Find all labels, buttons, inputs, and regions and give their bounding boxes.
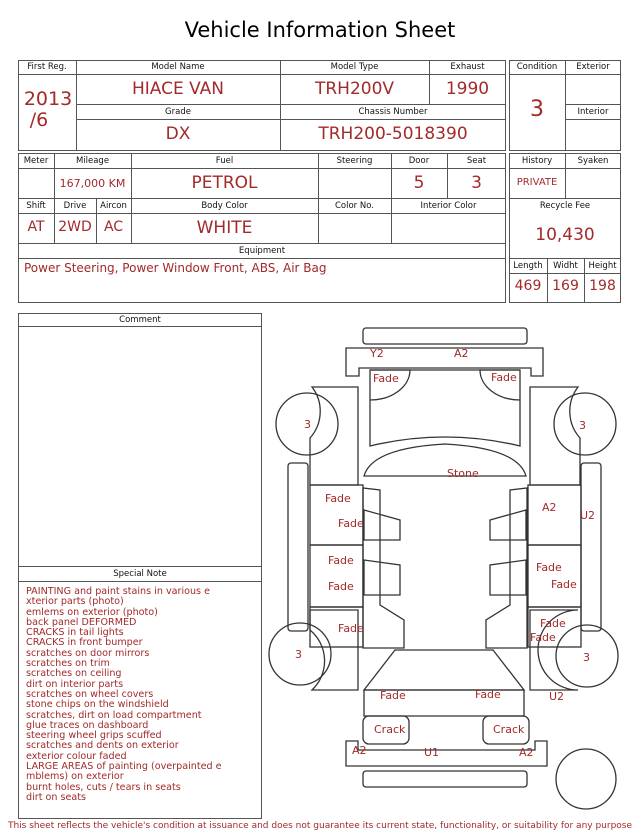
syaken-label: Syaken — [577, 156, 609, 166]
special-note-line: xterior parts (photo) — [26, 596, 124, 608]
mark-tire-front-right: 3 — [579, 419, 586, 432]
roof-left-mid-window — [364, 560, 400, 595]
special-note-line: CRACKS in front bumper — [26, 637, 143, 649]
special-note-line: stone chips on the windshield — [26, 699, 169, 711]
special-note-line: scratches and dents on exterior — [26, 740, 179, 752]
roof-left-window — [364, 510, 400, 540]
left-front-fender — [310, 387, 358, 485]
special-note-line: emlems on exterior (photo) — [26, 606, 158, 618]
footer-disclaimer: This sheet reflects the vehicle's condition at issuance and does not guarantee its current state, functionality, or suitability for any purpose — [7, 821, 633, 831]
shift-value: AT — [27, 219, 45, 235]
steering-label: Steering — [336, 156, 373, 166]
length-label: Length — [513, 261, 543, 271]
mark-left-door-2: Fade — [328, 580, 354, 593]
chassis-number-value: TRH200-5018390 — [318, 124, 468, 144]
aircon-label: Aircon — [100, 201, 127, 211]
body-color-label: Body Color — [201, 201, 248, 211]
special-note-line: dirt on interior parts — [26, 678, 124, 690]
mark-tail-light-right: Crack — [493, 723, 525, 736]
special-note-line: scratches on ceiling — [26, 668, 122, 680]
special-note-line: back panel DEFORMED — [26, 616, 137, 628]
width-label: Widht — [553, 261, 578, 271]
history-value: PRIVATE — [516, 177, 558, 188]
shift-label: Shift — [26, 201, 46, 211]
condition-value: 3 — [530, 97, 544, 122]
model-name-label: Model Name — [151, 62, 205, 72]
mark-tire-rear-right: 3 — [583, 651, 590, 664]
door-label: Door — [408, 156, 430, 166]
special-note-line: steering wheel grips scuffed — [26, 730, 162, 742]
page-title: Vehicle Information Sheet — [184, 18, 456, 42]
exterior-label: Exterior — [576, 62, 610, 72]
mark-front-bumper-left: Y2 — [370, 347, 384, 360]
mark-rear-right-low: U2 — [549, 690, 565, 703]
mileage-label: Mileage — [75, 156, 110, 166]
back-door — [364, 650, 524, 690]
special-note-line: CRACKS in tail lights — [26, 627, 124, 639]
mark-windshield: Stone — [447, 467, 479, 480]
mark-left-rear: Fade — [338, 622, 364, 635]
mark-right-door-2: Fade — [551, 578, 577, 591]
mark-right-fender: A2 — [542, 501, 557, 514]
spare-tire — [556, 749, 616, 809]
interior-color-label: Interior Color — [420, 201, 477, 211]
right-side-strip — [581, 463, 601, 631]
mark-hood-left: Fade — [373, 372, 399, 385]
special-note-line: scratches on wheel covers — [26, 688, 154, 700]
rear-step — [363, 771, 527, 787]
right-door-rear — [528, 545, 581, 607]
door-value: 5 — [413, 173, 425, 193]
width-value: 169 — [552, 278, 579, 294]
mark-rear-bumper-left: A2 — [352, 744, 367, 757]
special-note-line: PAINTING and paint stains in various e — [26, 586, 211, 597]
height-label: Height — [588, 261, 617, 271]
mark-tire-rear-left: 3 — [295, 648, 302, 661]
right-door-front — [528, 485, 581, 545]
mark-back-left: Fade — [380, 689, 406, 702]
mark-right-side: U2 — [580, 509, 596, 522]
mark-rear-bumper-mid: U1 — [424, 746, 440, 759]
mark-right-rear-2: Fade — [530, 631, 556, 644]
mark-back-right: Fade — [475, 688, 501, 701]
special-note-line: exterior colour faded — [26, 750, 127, 762]
length-value: 469 — [514, 278, 542, 294]
comment-label: Comment — [119, 315, 161, 325]
special-note-line: scratches on door mirrors — [26, 647, 150, 659]
first-reg-month: /6 — [29, 109, 49, 131]
mark-right-door-1: Fade — [536, 561, 562, 574]
fuel-label: Fuel — [215, 156, 234, 166]
history-label: History — [521, 156, 553, 166]
recycle-fee-label: Recycle Fee — [539, 201, 591, 211]
rear-bumper — [346, 741, 547, 766]
roof-right-window — [490, 510, 526, 540]
mark-rear-bumper-right: A2 — [519, 746, 534, 759]
meter-label: Meter — [23, 156, 49, 166]
first-reg-label: First Reg. — [27, 62, 67, 72]
special-note-label: Special Note — [113, 569, 167, 579]
seat-label: Seat — [466, 156, 487, 166]
mark-right-rear-1: Fade — [540, 617, 566, 630]
height-value: 198 — [589, 278, 616, 294]
grade-value: DX — [165, 124, 191, 144]
mark-tire-front-left: 3 — [304, 418, 311, 431]
special-note-line: scratches, dirt on load compartment — [26, 709, 202, 721]
mark-left-door-1: Fade — [328, 554, 354, 567]
equipment-label: Equipment — [238, 246, 286, 256]
mark-front-bumper-right: A2 — [454, 347, 469, 360]
special-note-line: dirt on seats — [26, 791, 87, 803]
special-note-line: glue traces on dashboard — [26, 719, 149, 731]
body-color-value: WHITE — [196, 218, 253, 238]
drive-value: 2WD — [58, 219, 92, 235]
chassis-number-label: Chassis Number — [358, 107, 428, 117]
special-note-list — [26, 587, 258, 803]
grade-label: Grade — [165, 107, 191, 117]
fuel-value: PETROL — [191, 173, 258, 193]
condition-label: Condition — [516, 62, 558, 72]
mileage-value: 167,000 KM — [59, 177, 126, 190]
special-note-line: scratches on trim — [26, 658, 110, 670]
roof-right-mid-window — [490, 560, 526, 595]
special-note-line: burnt holes, cuts / tears in seats — [26, 781, 181, 793]
exhaust-value: 1990 — [445, 79, 490, 99]
special-note-line: LARGE AREAS of painting (overpainted e — [26, 761, 222, 773]
drive-label: Drive — [63, 201, 87, 211]
equipment-value: Power Steering, Power Window Front, ABS, Air Bag — [24, 261, 327, 275]
aircon-value: AC — [103, 219, 124, 235]
front-bumper-top — [363, 328, 527, 344]
first-reg-year: 2013 — [23, 88, 73, 110]
special-note-line: mblems) on exterior — [26, 771, 124, 783]
model-name-value: HIACE VAN — [131, 79, 225, 99]
left-side-strip — [288, 463, 308, 631]
mark-left-fender-2: Fade — [338, 517, 364, 530]
right-front-fender — [530, 387, 580, 485]
model-type-value: TRH200V — [314, 79, 395, 99]
windshield — [364, 444, 526, 476]
mark-tail-light-left: Crack — [374, 723, 406, 736]
vehicle-diagram — [268, 318, 624, 818]
seat-value: 3 — [471, 173, 482, 193]
mark-hood-right: Fade — [491, 371, 517, 384]
color-no-label: Color No. — [334, 201, 374, 211]
model-type-label: Model Type — [330, 62, 379, 72]
recycle-fee-value: 10,430 — [535, 225, 595, 245]
exhaust-label: Exhaust — [450, 62, 485, 72]
mark-left-fender-1: Fade — [325, 492, 351, 505]
interior-label: Interior — [577, 107, 609, 117]
